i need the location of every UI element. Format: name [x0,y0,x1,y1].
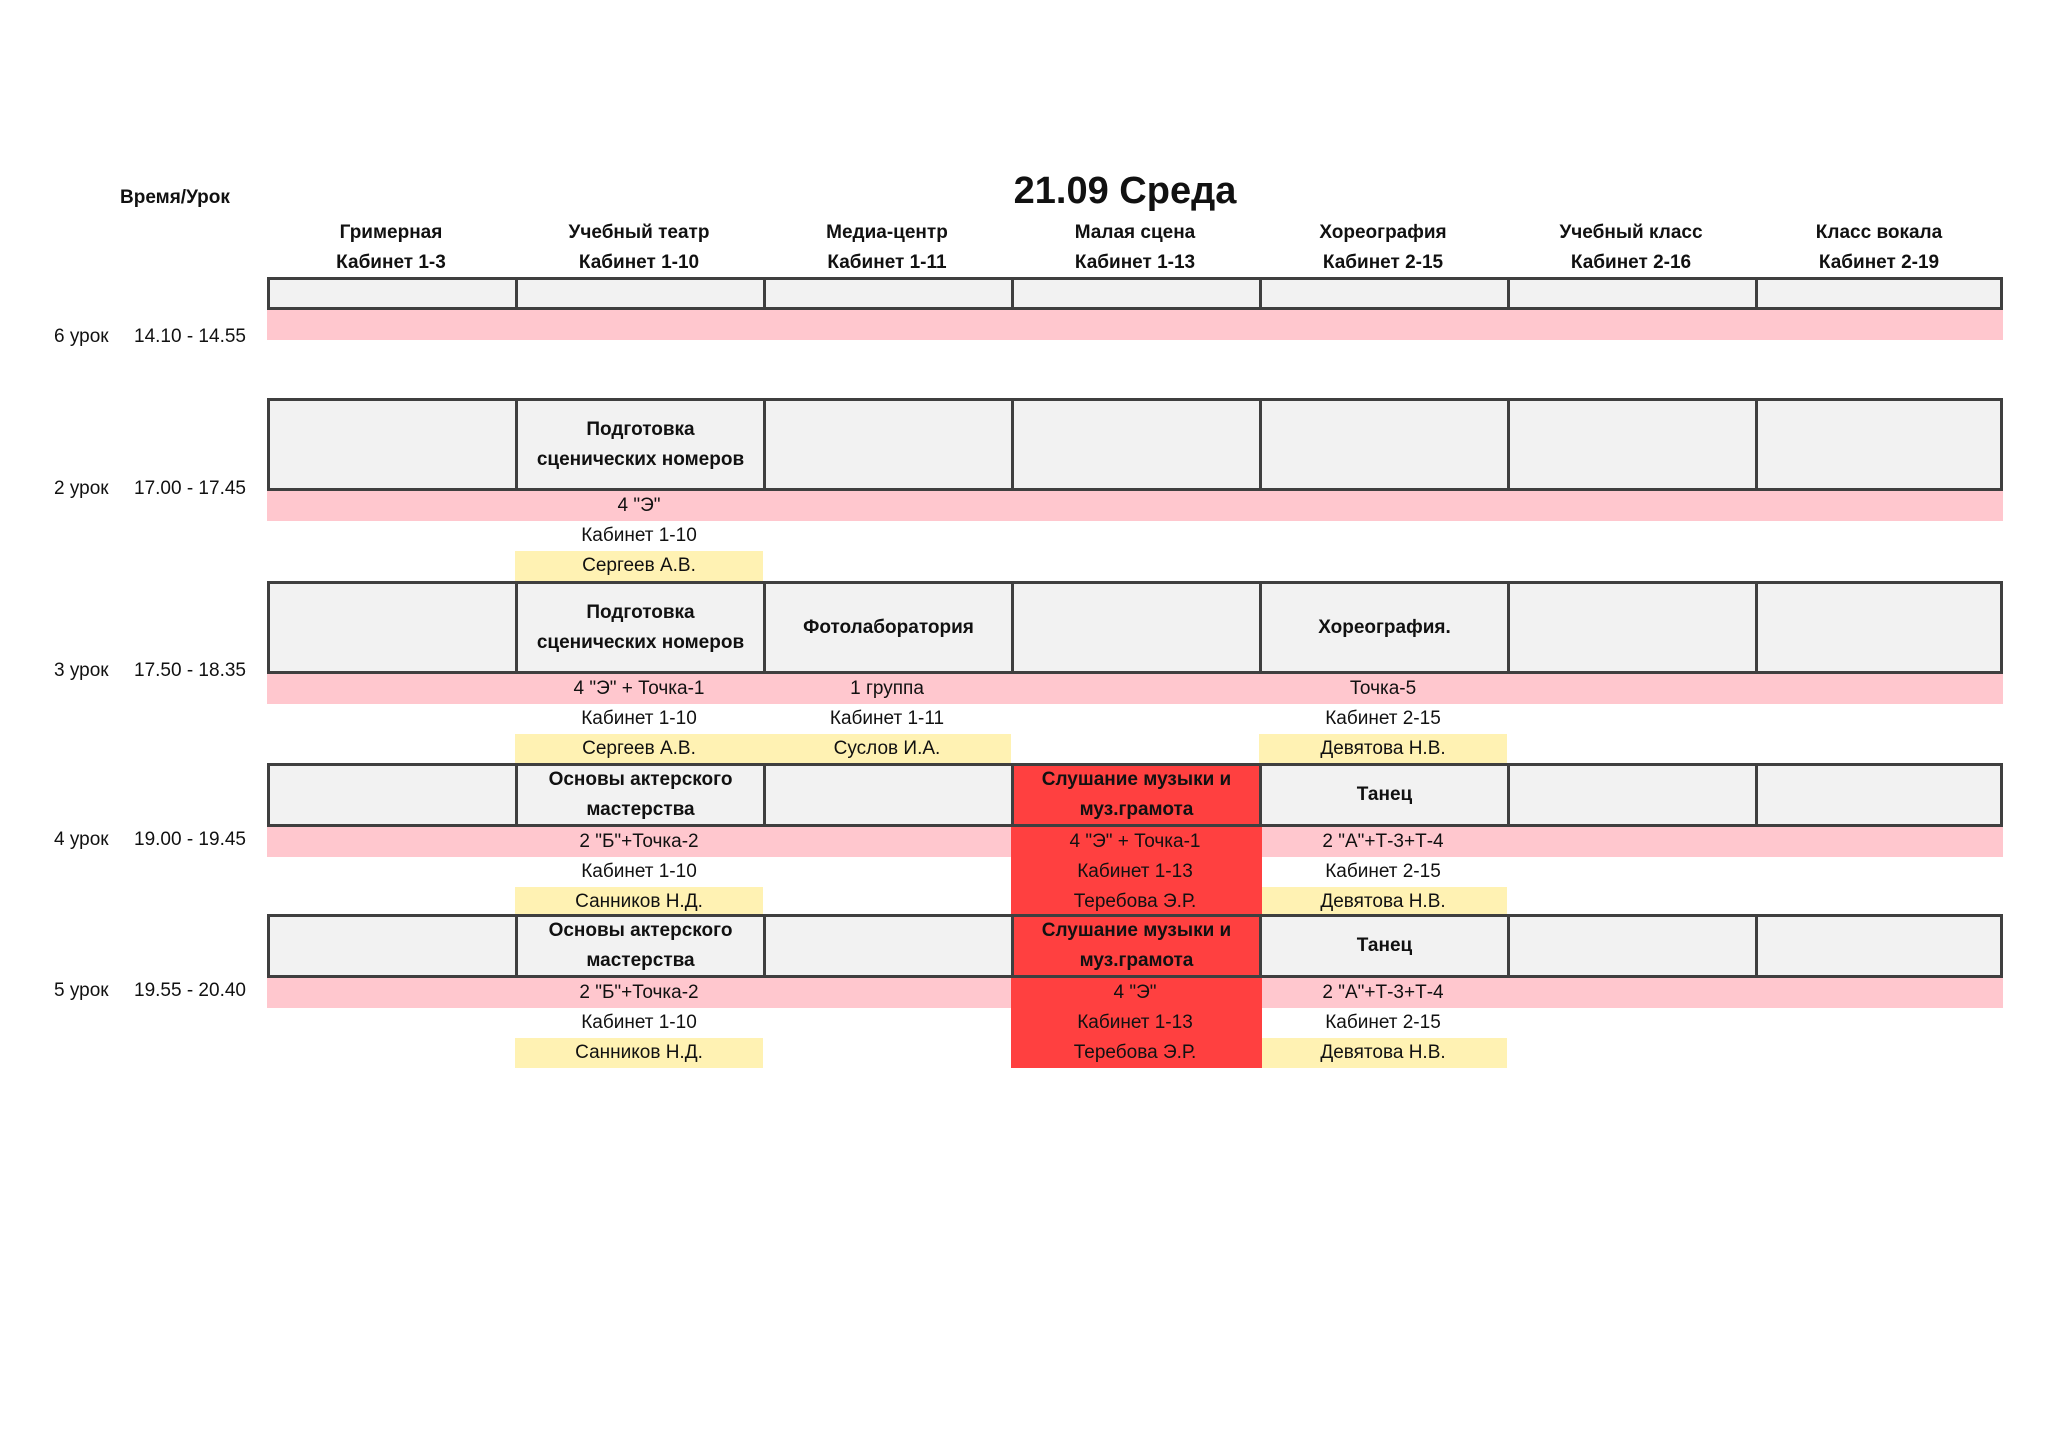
subject-line: сценических номеров [536,631,745,653]
slot-box-stage [1011,914,1262,978]
lesson-number: 4 урок [54,829,109,850]
lesson-time: 19.55 - 20.40 [134,980,246,1001]
group-cell: 2 "Б"+Точка-2 [579,982,699,1003]
slot-box [1507,763,1758,827]
column-room: Кабинет 2-16 [1570,252,1692,273]
slot-box [1507,581,1758,674]
teacher-cell: Девятова Н.В. [1320,738,1446,759]
column-header-choreo [1259,218,1507,278]
lesson-time: 19.00 - 19.45 [134,829,246,850]
subject-line: сценических номеров [536,448,745,470]
slot-box-theatre [515,914,766,978]
lesson-label [54,474,264,504]
column-room: Кабинет 2-15 [1322,252,1444,273]
subject-line: Основы актерского [548,920,733,941]
slot-box-media [763,581,1014,674]
subject-line: Танец [1356,784,1413,805]
column-name: Медиа-центр [826,222,948,243]
group-cell: 2 "Б"+Точка-2 [579,831,699,852]
column-name: Учебный класс [1559,222,1703,243]
teacher-cell: Девятова Н.В. [1320,891,1446,912]
subject-line: Основы актерского [548,769,733,790]
teacher-cell: Санников Н.Д. [575,1042,703,1063]
column-header-vocal [1755,218,2003,278]
slot-box [1507,398,1758,491]
room-cell: Кабинет 1-10 [581,708,697,729]
slot-box [1755,581,2003,674]
column-room: Кабинет 1-10 [578,252,700,273]
room-cell: Кабинет 1-10 [581,525,697,546]
group-cell: 4 "Э" [617,495,661,516]
column-header-class [1507,218,1755,278]
slot-box [267,914,518,978]
lesson-label [54,322,264,352]
slot-box-theatre [515,763,766,827]
column-name: Учебный театр [568,222,710,243]
subject-line: Танец [1356,935,1413,956]
teacher-cell: Санников Н.Д. [575,891,703,912]
slot-box [1507,914,1758,978]
teacher-cell: Сергеев А.В. [582,555,696,576]
time-lesson-header: Время/Урок [120,187,230,208]
lesson-time: 14.10 - 14.55 [134,326,246,347]
column-header-media [763,218,1011,278]
slot-box [1507,277,1758,310]
group-cell: 1 группа [850,678,924,699]
column-header-theatre [515,218,763,278]
group-cell: 4 "Э" + Точка-1 [1069,831,1201,852]
subject-line: Подготовка [586,601,695,623]
subject-line: мастерства [586,950,695,971]
group-cell: Точка-5 [1349,678,1417,699]
slot-box [267,581,518,674]
slot-box [515,277,766,310]
teacher-cell: Теребова Э.Р. [1073,891,1197,912]
lesson-label [54,976,264,1006]
room-cell: Кабинет 1-11 [829,708,945,729]
slot-box [763,398,1014,491]
group-cell: 4 "Э" + Точка-1 [573,678,705,699]
slot-box-theatre [515,581,766,674]
column-room: Кабинет 2-19 [1818,252,1940,273]
slot-box [763,277,1014,310]
subject-line: мастерства [586,799,695,820]
teacher-cell: Сергеев А.В. [582,738,696,759]
group-band [267,310,2003,340]
subject-line: Слушание музыки и [1041,920,1232,941]
lesson-label [54,656,264,686]
slot-box [267,763,518,827]
lesson-number: 5 урок [54,980,109,1001]
subject-line: Фотолаборатория [803,616,974,638]
column-name: Хореография [1319,222,1447,243]
lesson-number: 2 урок [54,478,109,499]
slot-box [267,398,518,491]
slot-box-choreo [1259,914,1510,978]
column-room: Кабинет 1-3 [336,252,446,273]
room-cell: Кабинет 1-13 [1077,1012,1193,1033]
lesson-label [54,825,264,855]
slot-box [1755,277,2003,310]
column-room: Кабинет 1-11 [827,252,947,273]
lesson-time: 17.50 - 18.35 [134,660,246,681]
slot-box [1259,277,1510,310]
slot-box [1259,398,1510,491]
slot-box [1755,763,2003,827]
column-name: Класс вокала [1815,222,1943,243]
room-cell: Кабинет 1-13 [1077,861,1193,882]
slot-box [763,763,1014,827]
subject-line: Хореография. [1318,616,1451,638]
room-cell: Кабинет 1-10 [581,861,697,882]
subject-line: Подготовка [586,418,695,440]
page-title: 21.09 Среда [1013,170,1237,212]
lesson-number: 6 урок [54,326,109,347]
subject-line: муз.грамота [1079,950,1194,971]
lesson-time: 17.00 - 17.45 [134,478,246,499]
subject-line: муз.грамота [1079,799,1194,820]
teacher-cell: Суслов И.А. [833,738,941,759]
room-cell: Кабинет 2-15 [1325,861,1441,882]
teacher-cell: Теребова Э.Р. [1073,1042,1197,1063]
slot-box [763,914,1014,978]
slot-box [1011,581,1262,674]
group-cell: 2 "А"+Т-3+Т-4 [1322,831,1444,852]
room-cell: Кабинет 2-15 [1325,708,1441,729]
slot-box [1011,277,1262,310]
slot-box [1011,398,1262,491]
slot-box [1755,398,2003,491]
room-cell: Кабинет 1-10 [581,1012,697,1033]
slot-box-choreo [1259,581,1510,674]
room-cell: Кабинет 2-15 [1325,1012,1441,1033]
column-header-makeup [267,218,515,278]
lesson-number: 3 урок [54,660,109,681]
group-cell: 4 "Э" [1113,982,1157,1003]
slot-box [1755,914,2003,978]
slot-box-choreo [1259,763,1510,827]
slot-box-theatre [515,398,766,491]
slot-box-stage [1011,763,1262,827]
column-name: Гримерная [339,222,443,243]
column-name: Малая сцена [1074,222,1196,243]
teacher-cell: Девятова Н.В. [1320,1042,1446,1063]
subject-line: Слушание музыки и [1041,769,1232,790]
group-cell: 2 "А"+Т-3+Т-4 [1322,982,1444,1003]
slot-box [267,277,518,310]
column-header-stage [1011,218,1259,278]
column-room: Кабинет 1-13 [1074,252,1196,273]
